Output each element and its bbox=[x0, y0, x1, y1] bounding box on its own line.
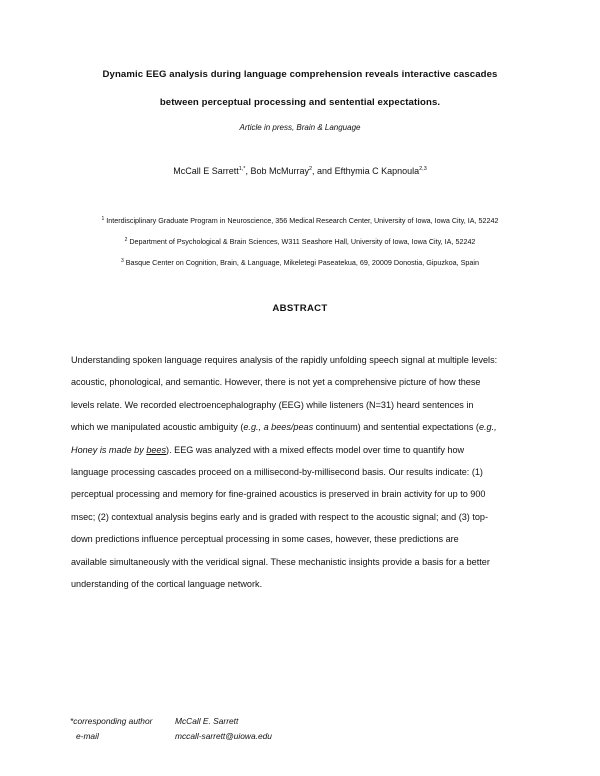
abstract-example: Honey is made by bbox=[71, 444, 147, 455]
author-name: Efthymia C Kapnoula bbox=[334, 166, 420, 176]
author-separator: , and bbox=[312, 166, 335, 176]
affiliation-mark: 3 bbox=[120, 258, 124, 264]
affiliation-1 bbox=[0, 216, 600, 225]
affiliation-text: Department of Psychological & Brain Sciences, W311 Seashore Hall, University of Iowa, Iowa City, IA, 52242 bbox=[129, 237, 476, 246]
title-line-2: between perceptual processing and sentential expectations. bbox=[159, 97, 441, 108]
author-affiliation-mark: 1,* bbox=[238, 166, 246, 172]
abstract-line: understanding of the cortical language network. bbox=[71, 579, 263, 590]
author-name: McCall E Sarrett bbox=[173, 166, 239, 176]
email-label: e-mail bbox=[76, 731, 99, 741]
affiliation-3 bbox=[0, 258, 600, 267]
author-list bbox=[0, 166, 600, 176]
author-separator: , bbox=[245, 166, 251, 176]
abstract-example: e.g., a bees/peas bbox=[243, 422, 314, 433]
title-line-1: Dynamic EEG analysis during language comprehension reveals interactive cascades bbox=[102, 69, 498, 80]
abstract-line: down predictions influence perceptual processing in some cases, however, these predictions are bbox=[71, 534, 459, 545]
abstract-line: perceptual processing and memory for fine-grained acoustics is preserved in brain activity for up to 900 bbox=[71, 489, 486, 500]
email-address: mccall-sarrett@uiowa.edu bbox=[175, 731, 272, 741]
affiliation-text: Interdisciplinary Graduate Program in Neuroscience, 356 Medical Research Center, University of Iowa, Iowa City, IA, 52242 bbox=[106, 216, 499, 225]
abstract-line: msec; (2) contextual analysis begins early and is graded with respect to the acoustic signal; and (3) top- bbox=[71, 511, 489, 522]
affiliation-mark: 1 bbox=[101, 216, 105, 222]
abstract-line bbox=[71, 439, 541, 461]
abstract-text: which we manipulated acoustic ambiguity ( bbox=[71, 422, 244, 433]
corresponding-author-name: McCall E. Sarrett bbox=[175, 716, 239, 726]
abstract-example-underlined: bees bbox=[146, 444, 167, 455]
abstract-line bbox=[71, 416, 541, 438]
author-affiliation-mark: 2,3 bbox=[419, 166, 427, 172]
author-name: Bob McMurray bbox=[250, 166, 309, 176]
corresponding-author-label: *corresponding author bbox=[70, 716, 153, 726]
abstract-heading: ABSTRACT bbox=[272, 303, 328, 314]
abstract-line: levels relate. We recorded electroencephalography (EEG) while listeners (N=31) heard sentences in bbox=[71, 399, 474, 410]
affiliation-text: Basque Center on Cognition, Brain, & Language, Mikeletegi Paseatekua, 69, 20009 Donostia, Gipuzkoa, Spain bbox=[125, 258, 479, 267]
abstract-line: language processing cascades proceed on a millisecond-by-millisecond basis. Our results indicate: (1) bbox=[71, 467, 483, 478]
affiliation-mark: 2 bbox=[124, 237, 128, 243]
abstract-example: e.g., bbox=[478, 422, 497, 433]
abstract-text: ). EEG was analyzed with a mixed effects model over time to quantify how bbox=[166, 444, 465, 455]
abstract-line: Understanding spoken language requires analysis of the rapidly unfolding speech signal at multiple levels: bbox=[71, 355, 498, 365]
abstract-line: available simultaneously with the veridical signal. These mechanistic insights provide a basis for a better bbox=[71, 556, 490, 567]
publication-status: Article in press, Brain & Language bbox=[239, 123, 361, 132]
author-affiliation-mark: 2 bbox=[308, 166, 313, 172]
abstract-text: continuum) and sentential expectations ( bbox=[313, 422, 479, 433]
abstract-body bbox=[71, 349, 541, 595]
affiliation-2 bbox=[0, 237, 600, 246]
abstract-line: acoustic, phonological, and semantic. However, there is not yet a comprehensive picture of how these bbox=[71, 377, 481, 388]
